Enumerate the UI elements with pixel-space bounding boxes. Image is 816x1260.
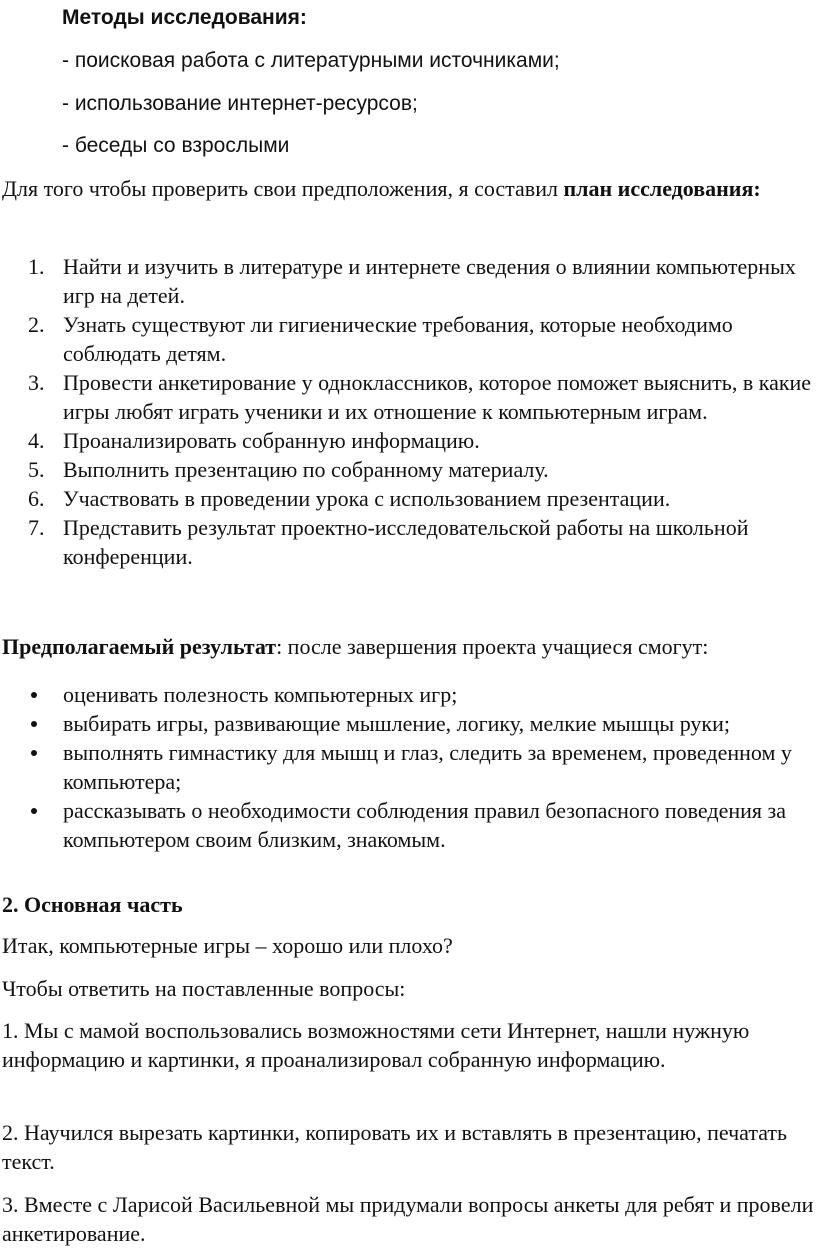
section-paragraph: Чтобы ответить на поставленные вопросы: — [2, 976, 406, 1001]
result-intro-bold: Предполагаемый результат — [2, 634, 277, 659]
result-item-text: выполнять гимнастику для мышц и глаз, следить за временем, проведенном у компьютера; — [63, 740, 792, 794]
plan-item-number: 5. — [28, 457, 45, 482]
section-paragraph: 2. Научился вырезать картинки, копировать их и вставлять в презентацию, печатать текст. — [2, 1120, 788, 1174]
plan-list — [0, 252, 816, 571]
plan-item-number: 1. — [28, 254, 45, 279]
result-intro-text: : после завершения проекта учащиеся смогут: — [276, 634, 709, 659]
plan-item-number: 4. — [28, 428, 45, 453]
result-list-item — [0, 680, 815, 709]
plan-intro-bold: план исследования: — [563, 176, 761, 201]
plan-intro-text: Для того чтобы проверить свои предположения, я составил — [2, 176, 564, 201]
section-heading: 2. Основная часть — [2, 892, 183, 917]
plan-list-item — [0, 484, 815, 513]
plan-list-item — [0, 310, 815, 368]
plan-list-item — [0, 426, 815, 455]
plan-intro — [2, 174, 814, 203]
section-paragraph: 3. Вместе с Ларисой Васильевной мы придумали вопросы анкеты для ребят и провели анкетирование. — [2, 1192, 814, 1246]
section-paragraph: 1. Мы с мамой воспользовались возможностями сети Интернет, нашли нужную информацию и картинки, я проанализировал собранную информацию. — [2, 1018, 750, 1072]
plan-item-text: Найти и изучить в литературе и интернете сведения о влиянии компьютерных игр на детей. — [63, 254, 796, 308]
result-item-text: выбирать игры, развивающие мышление, логику, мелкие мышцы руки; — [63, 711, 730, 736]
plan-list-item — [0, 513, 815, 571]
plan-item-number: 2. — [28, 312, 45, 337]
bullet-icon — [31, 692, 37, 698]
methods-heading: Методы исследования: — [62, 6, 307, 29]
plan-item-text: Провести анкетирование у одноклассников, которое поможет выяснить, в какие игры любят играть ученики и их отношение к компьютерным играм. — [63, 370, 812, 424]
plan-list-item — [0, 368, 815, 426]
bullet-icon — [31, 750, 37, 756]
plan-item-number: 6. — [28, 486, 45, 511]
result-item-text: оценивать полезность компьютерных игр; — [63, 682, 458, 707]
methods-item: - поисковая работа с литературными источниками; — [62, 49, 560, 72]
plan-list-item — [0, 455, 815, 484]
result-item-text: рассказывать о необходимости соблюдения правил безопасного поведения за компьютером своим близким, знакомым. — [63, 798, 786, 852]
bullet-icon — [31, 808, 37, 814]
plan-item-text: Узнать существуют ли гигиенические требования, которые необходимо соблюдать детям. — [63, 312, 733, 366]
plan-item-text: Представить результат проектно-исследовательской работы на школьной конференции. — [63, 515, 749, 569]
plan-item-text: Участвовать в проведении урока с использованием презентации. — [63, 486, 671, 511]
methods-item: - беседы со взрослыми — [62, 134, 290, 157]
result-list-item — [0, 709, 815, 738]
methods-item: - использование интернет-ресурсов; — [62, 92, 418, 115]
result-list — [0, 680, 816, 854]
result-intro — [2, 632, 814, 661]
plan-list-item — [0, 252, 815, 310]
plan-item-text: Выполнить презентацию по собранному материалу. — [63, 457, 549, 482]
plan-item-number: 3. — [28, 370, 45, 395]
plan-item-number: 7. — [28, 515, 45, 540]
result-list-item — [0, 796, 815, 854]
bullet-icon — [31, 721, 37, 727]
plan-item-text: Проанализировать собранную информацию. — [63, 428, 480, 453]
result-list-item — [0, 738, 815, 796]
section-paragraph: Итак, компьютерные игры – хорошо или плохо? — [2, 933, 453, 958]
